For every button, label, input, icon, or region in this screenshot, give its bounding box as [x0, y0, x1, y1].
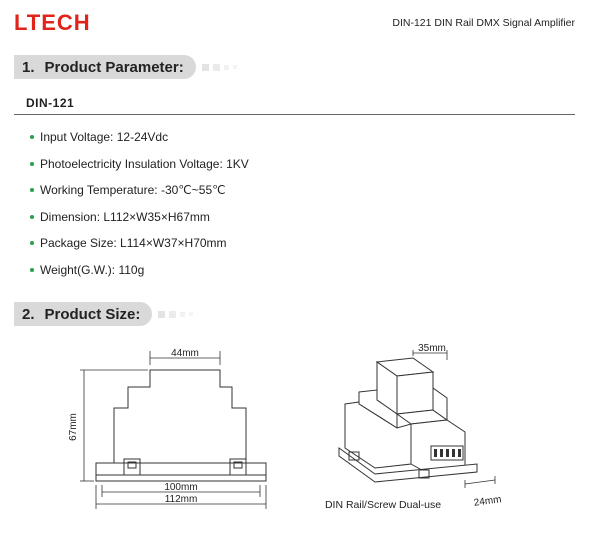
bullet-icon	[30, 188, 34, 192]
dim-top-width-label: 44mm	[171, 348, 199, 359]
bullet-icon	[30, 268, 34, 272]
section-product-parameter	[14, 55, 237, 79]
list-item	[30, 257, 249, 284]
document-title: DIN-121 DIN Rail DMX Signal Amplifier	[392, 17, 575, 29]
front-view-drawing	[60, 345, 300, 520]
mounting-caption: DIN Rail/Screw Dual-use	[324, 499, 442, 511]
dim-height-label: 67mm	[68, 413, 79, 441]
list-item	[30, 124, 249, 151]
parameter-text: Working Temperature: -30℃~55℃	[40, 183, 226, 198]
divider	[14, 114, 575, 115]
list-item	[30, 230, 249, 257]
model-name: DIN-121	[26, 96, 75, 110]
bullet-icon	[30, 215, 34, 219]
list-item	[30, 204, 249, 231]
parameter-text: Dimension: L112×W35×H67mm	[40, 209, 210, 224]
decorative-squares	[202, 64, 237, 71]
list-item	[30, 177, 249, 204]
list-item	[30, 151, 249, 178]
section-number: 1.	[22, 58, 35, 76]
parameter-text: Photoelectricity Insulation Voltage: 1KV	[40, 156, 249, 171]
parameter-text: Package Size: L114×W37×H70mm	[40, 236, 227, 251]
bullet-icon	[30, 162, 34, 166]
bullet-icon	[30, 241, 34, 245]
section-title: Product Parameter:	[44, 58, 184, 76]
section-product-size	[14, 302, 193, 326]
section-product-size-bar	[14, 302, 152, 326]
ltech-logo: LTECH	[14, 10, 91, 35]
dim-total-width-label: 112mm	[164, 494, 198, 505]
parameter-text: Weight(G.W.): 110g	[40, 262, 145, 277]
parameter-text: Input Voltage: 12-24Vdc	[40, 130, 169, 145]
decorative-squares	[158, 311, 193, 318]
isometric-view-drawing	[315, 340, 515, 525]
dim-iso-width-label: 35mm	[418, 343, 446, 354]
dim-inner-width-label: 100mm	[164, 482, 198, 493]
section-number: 2.	[22, 305, 35, 323]
section-product-parameter-bar	[14, 55, 196, 79]
section-title: Product Size:	[44, 305, 141, 323]
parameter-list	[30, 124, 249, 283]
dim-iso-depth-label: 24mm	[473, 494, 503, 509]
bullet-icon	[30, 135, 34, 139]
